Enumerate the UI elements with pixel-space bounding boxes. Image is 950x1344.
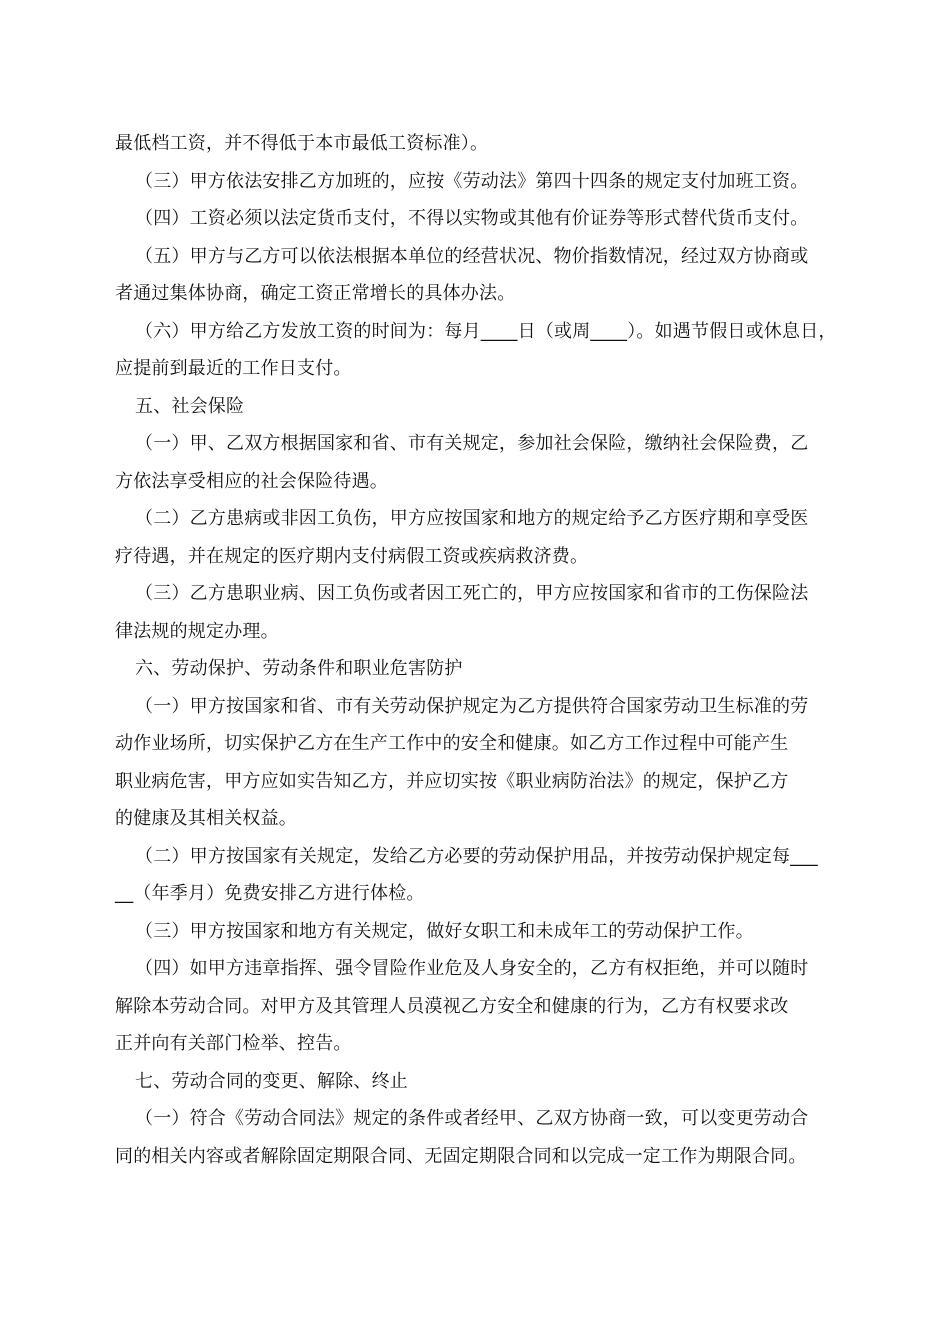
text-line: 疗待遇，并在规定的医疗期内支付病假工资或疾病救济费。 <box>115 545 589 567</box>
text-line: 解除本劳动合同。对甲方及其管理人员漠视乙方安全和健康的行为，乙方有权要求改 <box>115 995 789 1017</box>
text-line: 最低档工资，并不得低于本市最低工资标准）。 <box>115 133 489 154</box>
text-line: （一）符合《劳动合同法》规定的条件或者经甲、乙双方协商一致，可以变更劳动合 <box>135 1108 809 1129</box>
text-line: （二）乙方患病或非因工负伤，甲方应按国家和地方的规定给予乙方医疗期和享受医 <box>135 508 809 529</box>
text-line: （五）甲方与乙方可以依法根据本单位的经营状况、物价指数情况，经过双方协商或 <box>135 245 809 267</box>
text-line: （三）甲方依法安排乙方加班的，应按《劳动法》第四十四条的规定支付加班工资。 <box>135 170 809 192</box>
text-line: （三）甲方按国家和地方有关规定，做好女职工和未成年工的劳动保护工作。 <box>135 920 754 942</box>
text-line: 七、劳动合同的变更、解除、终止 <box>135 1070 408 1092</box>
text-line: （四）如甲方违章指挥、强令冒险作业危及人身安全的，乙方有权拒绝，并可以随时 <box>135 958 809 979</box>
text-line: 方依法享受相应的社会保险待遇。 <box>115 470 388 492</box>
text-line: 六、劳动保护、劳动条件和职业危害防护 <box>135 658 463 679</box>
text-line: 同的相关内容或者解除固定期限合同、无固定期限合同和以完成一定工作为期限合同。 <box>115 1145 807 1167</box>
text-line: 的健康及其相关权益。 <box>115 808 297 829</box>
text-line: 者通过集体协商，确定工资正常增长的具体办法。 <box>115 283 516 304</box>
text-line: （六）甲方给乙方发放工资的时间为：每月____日（或周____）。如遇节假日或休息日， <box>135 320 837 342</box>
text-line: 职业病危害，甲方应如实告知乙方，并应切实按《职业病防治法》的规定，保护乙方 <box>115 770 789 792</box>
text-line: 五、社会保险 <box>135 395 245 417</box>
text-line: （三）乙方患职业病、因工负伤或者因工死亡的，甲方应按国家和省市的工伤保险法 <box>135 583 809 604</box>
text-line: 正并向有关部门检举、控告。 <box>115 1033 352 1054</box>
text-line: 动作业场所，切实保护乙方在生产工作中的安全和健康。如乙方工作过程中可能产生 <box>115 733 789 754</box>
document-body <box>115 125 840 1175</box>
text-line: （一）甲方按国家和省、市有关劳动保护规定为乙方提供符合国家劳动卫生标准的劳 <box>135 695 809 717</box>
text-line: 律法规的规定办理。 <box>115 620 279 642</box>
text-line: （二）甲方按国家有关规定，发给乙方必要的劳动保护用品，并按劳动保护规定每___ <box>135 845 818 867</box>
text-line: （四）工资必须以法定货币支付，不得以实物或其他有价证券等形式替代货币支付。 <box>135 208 809 229</box>
text-line: 应提前到最近的工作日支付。 <box>115 358 352 379</box>
text-line: __（年季月）免费安排乙方进行体检。 <box>115 883 425 904</box>
text-line: （一）甲、乙双方根据国家和省、市有关规定，参加社会保险，缴纳社会保险费，乙 <box>135 433 809 454</box>
